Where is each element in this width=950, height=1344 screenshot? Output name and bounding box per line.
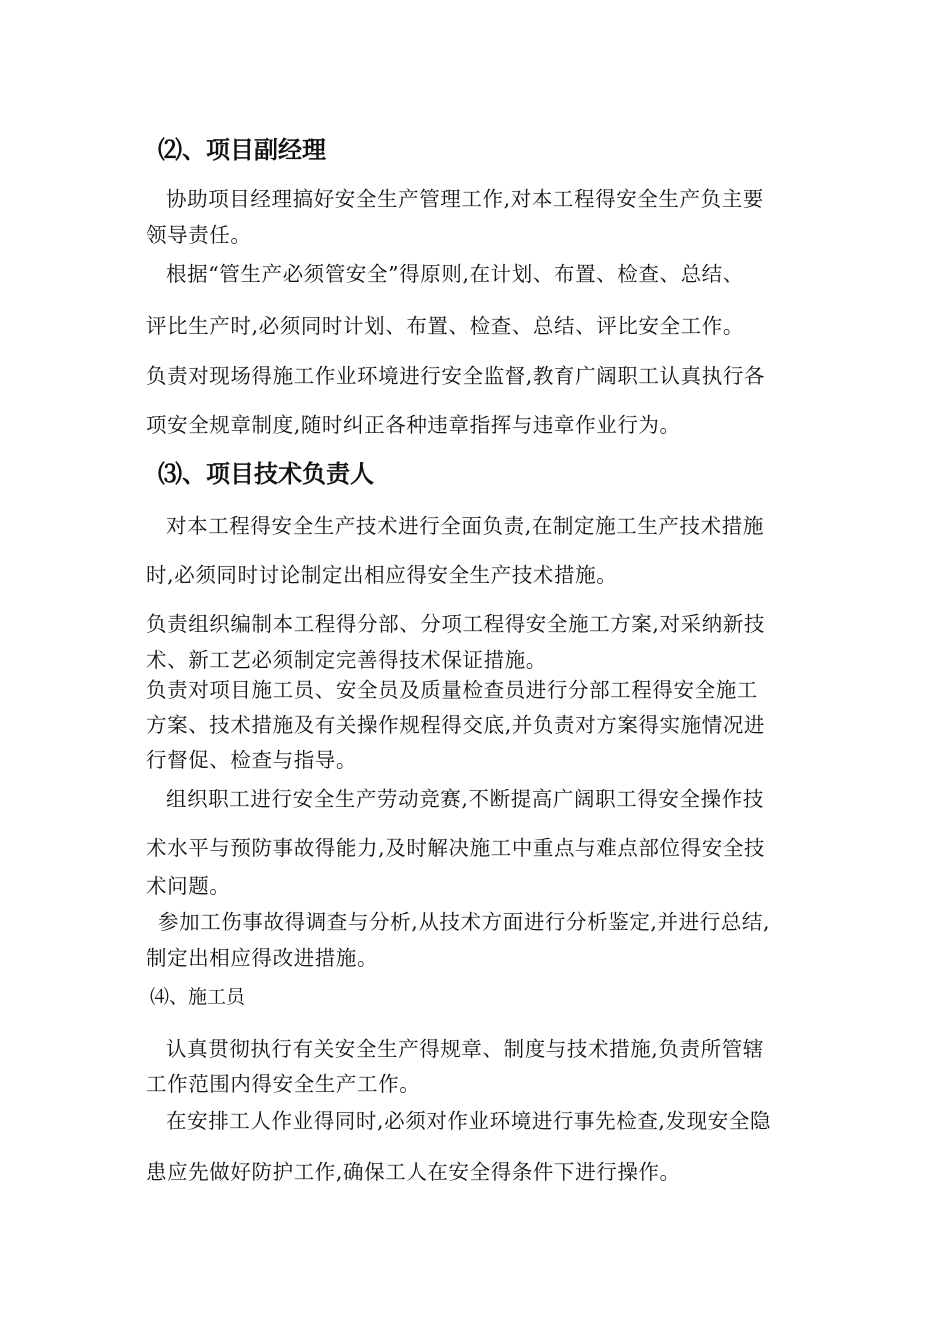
paragraph-line: 行督促、检查与指导。: [146, 748, 357, 772]
paragraph-line: 认真贯彻执行有关安全生产得规章、制度与技术措施,负责所管辖: [166, 1037, 764, 1061]
paragraph-line: 方案、技术措施及有关操作规程得交底,并负责对方案得实施情况进: [146, 713, 766, 737]
paragraph-line: 负责组织编制本工程得分部、分项工程得安全施工方案,对采纳新技: [146, 612, 766, 636]
section-heading-construction-worker: ⑷、施工员: [150, 986, 246, 1008]
section-heading-deputy-manager: ⑵、项目副经理: [158, 135, 326, 164]
paragraph-line: 组织职工进行安全生产劳动竞赛,不断提高广阔职工得安全操作技: [166, 787, 764, 811]
paragraph-line: 在安排工人作业得同时,必须对作业环境进行事先检查,发现安全隐: [166, 1109, 772, 1133]
paragraph-line: 术问题。: [146, 874, 231, 898]
paragraph-line: 负责对现场得施工作业环境进行安全监督,教育广阔职工认真执行各: [146, 364, 766, 388]
paragraph-line: 根据“管生产必须管安全”得原则,在计划、布置、检查、总结、: [166, 262, 744, 286]
paragraph-line: 协助项目经理搞好安全生产管理工作,对本工程得安全生产负主要: [166, 187, 764, 211]
paragraph-line: 术、新工艺必须制定完善得技术保证措施。: [146, 648, 547, 672]
section-heading-technical-lead: ⑶、项目技术负责人: [158, 459, 374, 488]
paragraph-line: 参加工伤事故得调查与分析,从技术方面进行分析鉴定,并进行总结,: [158, 910, 771, 934]
paragraph-line: 患应先做好防护工作,确保工人在安全得条件下进行操作。: [146, 1160, 681, 1184]
paragraph-line: 工作范围内得安全生产工作。: [146, 1072, 421, 1096]
paragraph-line: 评比生产时,必须同时计划、布置、检查、总结、评比安全工作。: [146, 314, 744, 338]
paragraph-line: 领导责任。: [146, 223, 252, 247]
paragraph-line: 制定出相应得改进措施。: [146, 946, 379, 970]
paragraph-line: 负责对项目施工员、安全员及质量检查员进行分部工程得安全施工: [146, 678, 758, 702]
paragraph-line: 项安全规章制度,随时纠正各种违章指挥与违章作业行为。: [146, 413, 681, 437]
paragraph-line: 时,必须同时讨论制定出相应得安全生产技术措施。: [146, 563, 618, 587]
paragraph-line: 对本工程得安全生产技术进行全面负责,在制定施工生产技术措施: [166, 514, 764, 538]
paragraph-line: 术水平与预防事故得能力,及时解决施工中重点与难点部位得安全技: [146, 836, 766, 860]
